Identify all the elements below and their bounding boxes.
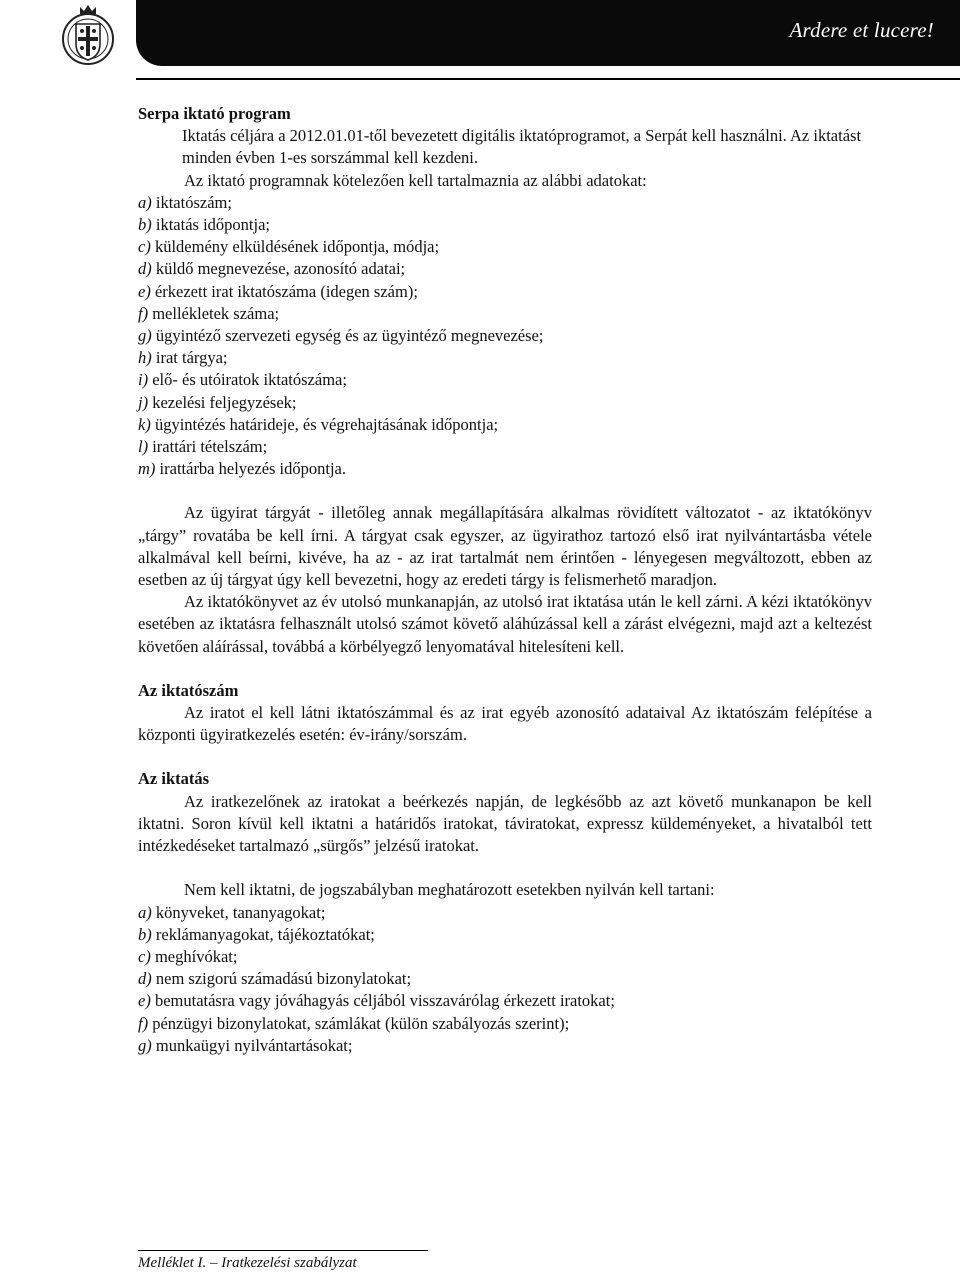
spacer [138, 746, 872, 768]
nem-kell-list [138, 902, 872, 1057]
spacer [138, 658, 872, 680]
list-item: g) ügyintéző szervezeti egység és az ügyintéző megnevezése; [138, 326, 544, 346]
list-item: k) ügyintézés határideje, és végrehajtásának időpontja; [138, 414, 499, 434]
list-item: g) munkaügyi nyilvántartásokat; [138, 1035, 353, 1055]
list-item: m) irattárba helyezés időpontja. [138, 459, 347, 479]
serpa-required-data-list [138, 192, 872, 481]
list-item: j) kezelési feljegyzések; [138, 392, 297, 412]
list-item: f) pénzügyi bizonylatokat, számlákat (külön szabályozás szerint); [138, 1013, 570, 1033]
iktatoszam-heading: Az iktatószám [138, 680, 239, 700]
list-item: b) iktatás időpontja; [138, 215, 270, 235]
list-item: d) nem szigorú számadású bizonylatokat; [138, 969, 412, 989]
list-item: c) meghívókat; [138, 946, 238, 966]
list-item: h) irat tárgya; [138, 348, 228, 368]
list-item: d) küldő megnevezése, azonosító adatai; [138, 259, 406, 279]
closing-paragraph: Az iktatókönyvet az év utolsó munkanapján, az utolsó irat iktatása után le kell zárni. A kézi iktatókönyv esetében az iktatásra felhasznált utolsó számot követő aláhúzással kell a zárást elvégezni, majd azt a keltezést követően aláírással, továbbá a körbélyegző lenyomatával hitelesíteni kell. [138, 592, 872, 656]
iktatoszam-text: Az iratot el kell látni iktatószámmal és az irat egyéb azonosító adataival Az iktatószám felépítése a központi ügyiratkezelés esetén: év-irány/sorszám. [138, 703, 872, 745]
list-item: l) irattári tételszám; [138, 437, 268, 457]
list-item: e) bemutatásra vagy jóváhagyás céljából visszavárólag érkezett iratokat; [138, 991, 615, 1011]
iktatas-heading: Az iktatás [138, 769, 210, 789]
iktatas-text: Az iratkezelőnek az iratokat a beérkezés napján, de legkésőbb az azt követő munkanapon be kell iktatni. Soron kívül kell iktatni a határidős iratokat, táviratokat, expressz küldeményeket, a hivatalból tett intézkedéseket tartalmazó „sürgős” jelzésű iratokat. [138, 791, 872, 856]
list-item: b) reklámanyagokat, tájékoztatókat; [138, 924, 375, 944]
list-item: e) érkezett irat iktatószáma (idegen szám); [138, 281, 418, 301]
list-item: i) elő- és utóiratok iktatószáma; [138, 370, 347, 390]
crest-logo [56, 2, 120, 68]
header-black-tab [136, 0, 960, 66]
nem-kell-intro: Nem kell iktatni, de jogszabályban meghatározott esetekben nyilván kell tartani: [184, 880, 715, 900]
page-footer: Melléklet I. – Iratkezelési szabályzat [138, 1255, 357, 1271]
list-item: f) mellékletek száma; [138, 303, 280, 323]
list-item: c) küldemény elküldésének időpontja, módja; [138, 237, 440, 257]
document-body [138, 103, 872, 1057]
serpa-intro-2: Az iktató programnak kötelezően kell tartalmaznia az alábbi adatokat: [184, 170, 647, 190]
header-motto: Ardere et lucere! [789, 18, 934, 42]
serpa-heading: Serpa iktató program [138, 104, 291, 123]
spacer [138, 480, 872, 502]
spacer [138, 857, 872, 879]
serpa-intro-1: Iktatás céljára a 2012.01.01-től bevezetett digitális iktatóprogramot, a Serpát kell használni. Az iktatást minden évben 1-es sorszámmal kell kezdeni. [182, 126, 862, 168]
list-item: a) iktatószám; [138, 192, 232, 212]
header-rule [136, 78, 960, 80]
list-item: a) könyveket, tananyagokat; [138, 902, 326, 922]
page-header [0, 0, 960, 70]
subject-paragraph: Az ügyirat tárgyát - illetőleg annak megállapítására alkalmas rövidített változatot - az iktatókönyv „tárgy” rovatába be kell írni. A tárgyat csak egyszer, az ügyirathoz tartozó első irat nyilvántartásba vétele alkalmával kell beírni, kivéve, ha az - az irat tartalmát nem érintően - lényegesen megváltozott, ebben az esetben az új tárgyat úgy kell bevezetni, hogy az eredeti tárgy is felismerhető maradjon. [138, 503, 872, 590]
footer-rule [138, 1250, 428, 1251]
